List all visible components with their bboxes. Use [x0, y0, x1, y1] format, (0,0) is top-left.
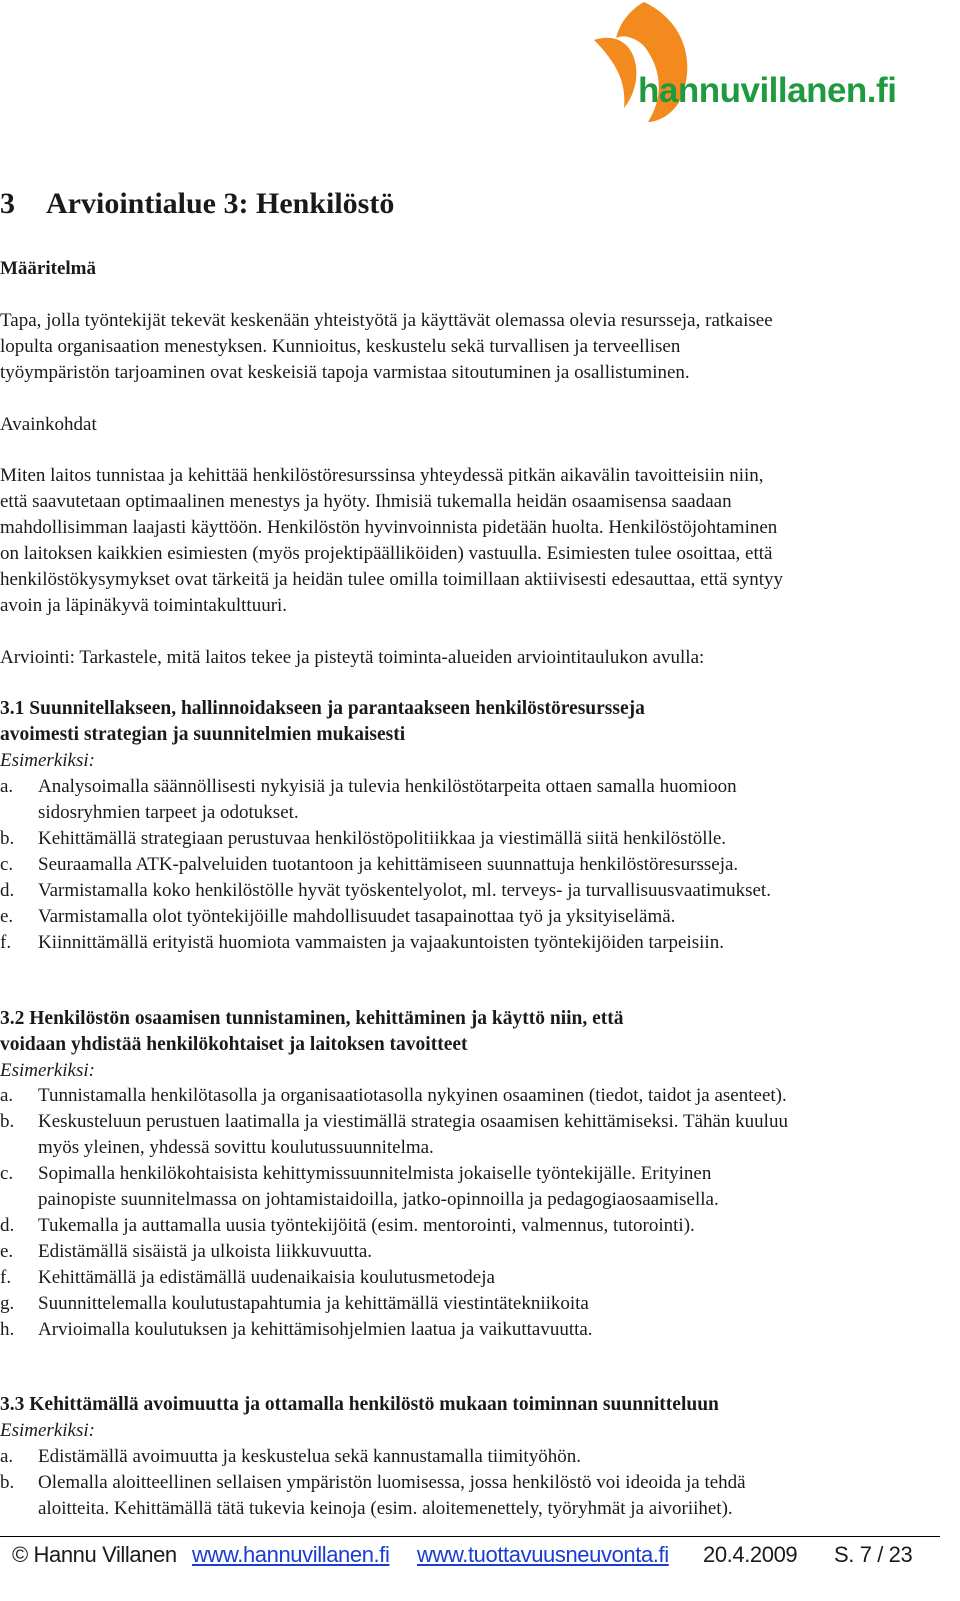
key-points-line: Miten laitos tunnistaa ja kehittää henkilöstöresurssinsa yhteydessä pitkän aikavälin tavoitteisiin niin, [0, 465, 764, 486]
examples-label: Esimerkiksi: [0, 750, 95, 771]
list-item: c. Sopimalla henkilökohtaisista kehittymissuunnitelmista jokaiselle työntekijälle. Erityinen painopiste suunnitelmassa on johtamistaidoilla, jatko-opinnoilla ja pedagogiaosaamisella. [0, 1163, 719, 1210]
section-title: voidaan yhdistää henkilökohtaiset ja laitoksen tavoitteet [0, 1034, 468, 1055]
key-points-line: että saavutetaan optimaalinen menestys ja hyöty. Ihmisiä tukemalla heidän osaamisensa saadaan [0, 491, 732, 512]
list-item: f. Kehittämällä ja edistämällä uudenaikaisia koulutusmetodeja [0, 1267, 495, 1288]
key-points-line: mahdollisimman laajasti käyttöön. Henkilöstön hyvinvoinnista pidetään huolta. Henkilöstöjohtaminen [0, 517, 778, 538]
definition-line: työympäristön tarjoaminen ovat keskeisiä tapoja varmistaa sitoutuminen ja osallistuminen. [0, 362, 690, 383]
examples-label: Esimerkiksi: [0, 1420, 95, 1441]
list-item: g. Suunnittelemalla koulutustapahtumia ja kehittämällä viestintätekniikoita [0, 1293, 589, 1314]
page-footer [0, 1536, 940, 1582]
brand-name: hannuvillanen.fi [638, 71, 897, 110]
evaluation-instruction: Arviointi: Tarkastele, mitä laitos tekee ja pisteytä toiminta-alueiden arviointitaulukon avulla: [0, 647, 705, 668]
brand-logo [590, 0, 935, 125]
list-item: b. Olemalla aloitteellinen sellaisen ympäristön luomisessa, jossa henkilöstö voi ideoida ja tehdä aloitteita. Kehittämällä tätä tukevia keinoja (esim. aloitemenettely, työryhmät ja aivoriihet). [0, 1472, 746, 1519]
page-title [0, 187, 394, 221]
list-item: b. Kehittämällä strategiaan perustuvaa henkilöstöpolitiikkaa ja viestimällä siitä henkilöstölle. [0, 828, 727, 849]
section-title: avoimesti strategian ja suunnitelmien mukaisesti [0, 724, 406, 745]
list-item: e. Varmistamalla olot työntekijöille mahdollisuudet tasapainottaa työ ja yksityiselämä. [0, 906, 676, 927]
examples-list [0, 1444, 746, 1522]
examples-list [0, 1083, 788, 1343]
footer-page-number: S. 7 / 23 [834, 1542, 913, 1567]
list-item: e. Edistämällä sisäistä ja ulkoista liikkuvuutta. [0, 1241, 373, 1262]
definition-line: Tapa, jolla työntekijät tekevät keskenään yhteistyötä ja käyttävät olemassa olevia resursseja, ratkaisee [0, 310, 773, 331]
chapter-number: 3 [0, 187, 15, 220]
footer-link-tuottavuusneuvonta[interactable]: www.tuottavuusneuvonta.fi [417, 1542, 669, 1567]
list-item: c. Seuraamalla ATK-palveluiden tuotantoon ja kehittämiseen suunnattuja henkilöstöresursseja. [0, 854, 739, 875]
chapter-title: Arviointialue 3: Henkilöstö [46, 187, 395, 220]
footer-date: 20.4.2009 [703, 1542, 798, 1567]
footer-author: © Hannu Villanen [12, 1542, 177, 1567]
section-title: 3.3 Kehittämällä avoimuutta ja ottamalla henkilöstö mukaan toiminnan suunnitteluun [0, 1394, 719, 1415]
list-item: a. Tunnistamalla henkilötasolla ja organisaatiotasolla nykyinen osaaminen (tiedot, taidot ja asenteet). [0, 1085, 787, 1106]
examples-list [0, 774, 771, 956]
list-item: d. Tukemalla ja auttamalla uusia työntekijöitä (esim. mentorointi, valmennus, tutorointi). [0, 1215, 695, 1236]
list-item: a. Edistämällä avoimuutta ja keskustelua sekä kannustamalla tiimityöhön. [0, 1446, 581, 1467]
section-title: 3.2 Henkilöstön osaamisen tunnistaminen, kehittäminen ja käyttö niin, että [0, 1008, 624, 1029]
key-points-line: avoin ja läpinäkyvä toimintakulttuuri. [0, 595, 288, 616]
examples-label: Esimerkiksi: [0, 1060, 95, 1081]
list-item: d. Varmistamalla koko henkilöstölle hyvät työskentelyolot, ml. terveys- ja turvallisuusvaatimukset. [0, 880, 771, 901]
list-item: a. Analysoimalla säännöllisesti nykyisiä ja tulevia henkilöstötarpeita ottaen samalla huomioon sidosryhmien tarpeet ja odotukset. [0, 776, 737, 823]
footer-link-hannuvillanen[interactable]: www.hannuvillanen.fi [192, 1542, 390, 1567]
list-item: b. Keskusteluun perustuen laatimalla ja viestimällä strategia osaamisen kehittämiseksi. Tähän kuuluu myös yleinen, yhdessä sovittu koulutussuunnitelma. [0, 1111, 788, 1158]
list-item: h. Arvioimalla koulutuksen ja kehittämisohjelmien laatua ja vaikuttavuutta. [0, 1319, 593, 1340]
key-points-line: henkilöstökysymykset ovat tärkeitä ja heidän tulee omilla toimillaan aktiivisesti edesauttaa, että syntyy [0, 569, 784, 590]
key-points-line: on laitoksen kaikkien esimiesten (myös projektipäälliköiden) vastuulla. Esimiesten tulee osoittaa, että [0, 543, 773, 564]
definition-heading: Määritelmä [0, 258, 97, 279]
key-points-heading: Avainkohdat [0, 414, 97, 435]
list-item: f. Kiinnittämällä erityistä huomiota vammaisten ja vajaakuntoisten työntekijöiden tarpeisiin. [0, 932, 724, 953]
section-title: 3.1 Suunnitellakseen, hallinnoidakseen ja parantaakseen henkilöstöresursseja [0, 698, 645, 719]
definition-line: lopulta organisaation menestyksen. Kunnioitus, keskustelu sekä turvallisen ja terveellisen [0, 336, 681, 357]
